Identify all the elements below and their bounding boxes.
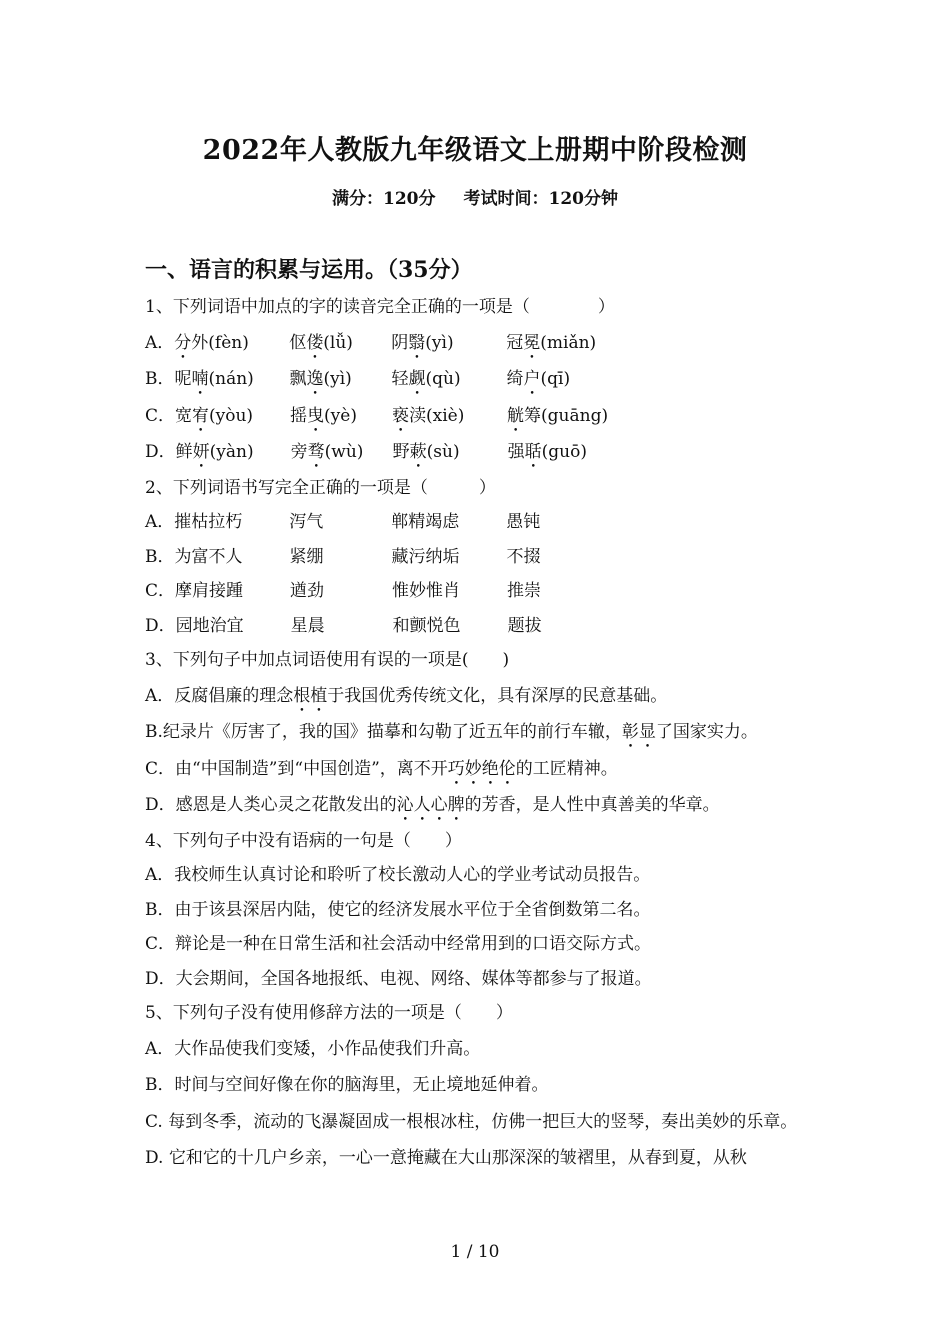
option-label: C． bbox=[145, 405, 176, 426]
question-4-option-d: D．大会期间，全国各地报纸、电视、网络、媒体等都参与了报道。 bbox=[145, 968, 652, 989]
option-word bbox=[507, 398, 608, 436]
option-word: 藏污纳垢 bbox=[391, 546, 460, 567]
option-label: C． bbox=[145, 581, 176, 601]
option-word bbox=[176, 434, 291, 472]
word-pinyin: (lǚ) bbox=[323, 332, 353, 353]
option-word bbox=[290, 398, 392, 436]
option-word bbox=[291, 434, 393, 472]
word-text: 绮 bbox=[506, 369, 524, 389]
question-2-option bbox=[145, 505, 825, 540]
question-3-stem: 3、下列句子中加点词语使用有误的一项是( ) bbox=[145, 650, 510, 670]
option-word bbox=[391, 325, 506, 363]
option-word bbox=[290, 361, 392, 399]
option-word: 摩肩接踵 bbox=[175, 581, 244, 601]
question-4-stem: 4、下列句子中没有语病的一句是（ ） bbox=[145, 830, 462, 851]
option-word: 泻气 bbox=[289, 512, 324, 532]
word-pinyin: 渎(xiè) bbox=[409, 405, 465, 426]
option-label: D． bbox=[145, 442, 176, 462]
option-word bbox=[506, 325, 596, 363]
dotted-char: 亵 bbox=[392, 405, 410, 426]
dotted-char: 逸 bbox=[306, 369, 324, 389]
question-4-option-b: B．由于该县深居内陆，使它的经济发展水平位于全省倒数第二名。 bbox=[145, 899, 651, 920]
option-word: 园地治宜 bbox=[175, 615, 244, 636]
question-5-option-c: C. 每到冬季，流动的飞瀑凝固成一根根冰柱，仿佛一把巨大的竖琴，奏出美妙的乐章。 bbox=[145, 1111, 798, 1132]
word-text: 呢 bbox=[174, 369, 192, 389]
option-word: 题拔 bbox=[507, 615, 542, 636]
word-pinyin: (qù) bbox=[425, 369, 461, 389]
option-label: D． bbox=[145, 615, 176, 636]
option-word: 推崇 bbox=[507, 581, 542, 601]
option-word bbox=[392, 398, 507, 436]
word-text: 冠 bbox=[506, 332, 524, 353]
question-4-option-c: C．辩论是一种在日常生活和社会活动中经常用到的口语交际方式。 bbox=[145, 934, 652, 954]
dotted-char: 翳 bbox=[408, 332, 426, 353]
exam-time: 考试时间：120分钟 bbox=[463, 189, 618, 209]
question-3-option-b: B.纪录片《厉害了，我的国》描摹和勾勒了近五年的前行车辙，彰显了国家实力。 bbox=[145, 722, 758, 742]
dotted-char: 骛 bbox=[307, 442, 325, 462]
option-word: 星晨 bbox=[290, 615, 325, 636]
option-word bbox=[175, 398, 290, 436]
option-word: 不掇 bbox=[506, 546, 541, 567]
option-word bbox=[392, 361, 507, 399]
option-word bbox=[175, 361, 290, 399]
word-text: 摇 bbox=[290, 405, 308, 426]
word-pinyin: (nán) bbox=[208, 369, 254, 389]
word-pinyin: (yàn) bbox=[209, 442, 254, 462]
page-number: 1 / 10 bbox=[450, 1242, 500, 1262]
dotted-char: 妍 bbox=[192, 442, 210, 462]
option-label: B． bbox=[145, 546, 175, 567]
question-4-option-a: A．我校师生认真讨论和聆听了校长激动人心的学业考试动员报告。 bbox=[145, 865, 651, 885]
word-text: 飘 bbox=[289, 369, 307, 389]
word-text: 强 bbox=[507, 442, 525, 462]
option-word: 和颤悦色 bbox=[392, 615, 461, 636]
word-pinyin: (guō) bbox=[541, 442, 587, 462]
word-text: 阴 bbox=[391, 332, 409, 353]
option-label: A． bbox=[145, 512, 175, 532]
option-word: 愚钝 bbox=[506, 512, 541, 532]
option-word bbox=[289, 325, 391, 363]
page-title: 2022年人教版九年级语文上册期中阶段检测 bbox=[202, 135, 748, 166]
word-text: 宽 bbox=[175, 405, 193, 426]
option-word: 紧绷 bbox=[289, 546, 324, 567]
word-text: 伛 bbox=[289, 332, 307, 353]
question-1-stem: 1、下列词语中加点的字的读音完全正确的一项是（ ） bbox=[145, 297, 615, 317]
option-word: 郸精竭虑 bbox=[391, 512, 460, 532]
word-pinyin: (yì) bbox=[425, 332, 454, 353]
question-2-option bbox=[145, 574, 825, 609]
content bbox=[145, 250, 825, 1176]
option-word bbox=[508, 434, 587, 472]
word-pinyin: 外(fèn) bbox=[191, 332, 249, 353]
question-5-option-d: D. 它和它的十几户乡亲，一心一意掩藏在大山那深深的皱褶里，从春到夏，从秋 bbox=[145, 1147, 747, 1168]
word-pinyin: (yì) bbox=[323, 369, 352, 389]
dotted-char: 分 bbox=[174, 332, 192, 353]
dotted-char: 户 bbox=[523, 369, 541, 389]
option-word bbox=[174, 325, 289, 363]
word-pinyin: (miǎn) bbox=[540, 332, 597, 353]
question-1-option bbox=[145, 361, 825, 398]
word-text: 鲜 bbox=[175, 442, 193, 462]
section-title: 一、语言的积累与运用。（35分） bbox=[145, 257, 473, 283]
question-5-stem: 5、下列句子没有使用修辞方法的一项是（ ） bbox=[145, 1003, 513, 1023]
question-2-option bbox=[145, 609, 825, 644]
word-pinyin: 筹(guāng) bbox=[524, 405, 609, 426]
word-pinyin: (sù) bbox=[426, 442, 460, 462]
word-text: 轻 bbox=[391, 369, 409, 389]
option-label: A． bbox=[145, 332, 175, 353]
option-word: 惟妙惟肖 bbox=[392, 581, 461, 601]
word-text: 旁 bbox=[290, 442, 308, 462]
option-word: 摧枯拉朽 bbox=[174, 512, 243, 532]
question-3-option-c: C．由“中国制造”到“中国创造”，离不开巧妙绝伦的工匠精神。 bbox=[145, 758, 618, 779]
question-5-option-a: A．大作品使我们变矮，小作品使我们升高。 bbox=[145, 1038, 481, 1059]
dotted-char: 曳 bbox=[307, 405, 325, 426]
dotted-char: 聒 bbox=[524, 442, 542, 462]
dotted-char: 偻 bbox=[306, 332, 324, 353]
option-label: B． bbox=[145, 369, 175, 389]
option-word bbox=[507, 361, 571, 399]
question-3-option-d: D．感恩是人类心灵之花散发出的沁人心脾的芳香，是人性中真善美的华章。 bbox=[145, 795, 720, 815]
word-pinyin: (yè) bbox=[324, 405, 357, 426]
question-1-option bbox=[145, 434, 825, 471]
word-pinyin: (qī) bbox=[540, 369, 571, 389]
exam-info bbox=[0, 184, 950, 209]
dotted-char: 喃 bbox=[191, 369, 209, 389]
dotted-char: 蔌 bbox=[409, 442, 427, 462]
dotted-char: 觥 bbox=[507, 405, 525, 426]
word-pinyin: (yòu) bbox=[209, 405, 254, 426]
word-text: 野 bbox=[392, 442, 410, 462]
dotted-char: 觑 bbox=[408, 369, 426, 389]
full-score: 满分：120分 bbox=[332, 189, 436, 209]
word-pinyin: (wù) bbox=[324, 442, 364, 462]
question-5-option-b: B．时间与空间好像在你的脑海里，无止境地延伸着。 bbox=[145, 1075, 549, 1095]
dotted-char: 宥 bbox=[192, 405, 210, 426]
question-3-option-a: A．反腐倡廉的理念根植于我国优秀传统文化，具有深厚的民意基础。 bbox=[145, 685, 668, 706]
question-2-option bbox=[145, 540, 825, 575]
option-word: 为富不人 bbox=[174, 546, 243, 567]
dotted-char: 冕 bbox=[523, 332, 541, 353]
question-2-stem: 2、下列词语书写完全正确的一项是（ ） bbox=[145, 477, 496, 498]
question-1-option bbox=[145, 325, 825, 362]
option-word bbox=[393, 434, 508, 472]
option-word: 遒劲 bbox=[290, 581, 325, 601]
question-1-option bbox=[145, 398, 825, 435]
